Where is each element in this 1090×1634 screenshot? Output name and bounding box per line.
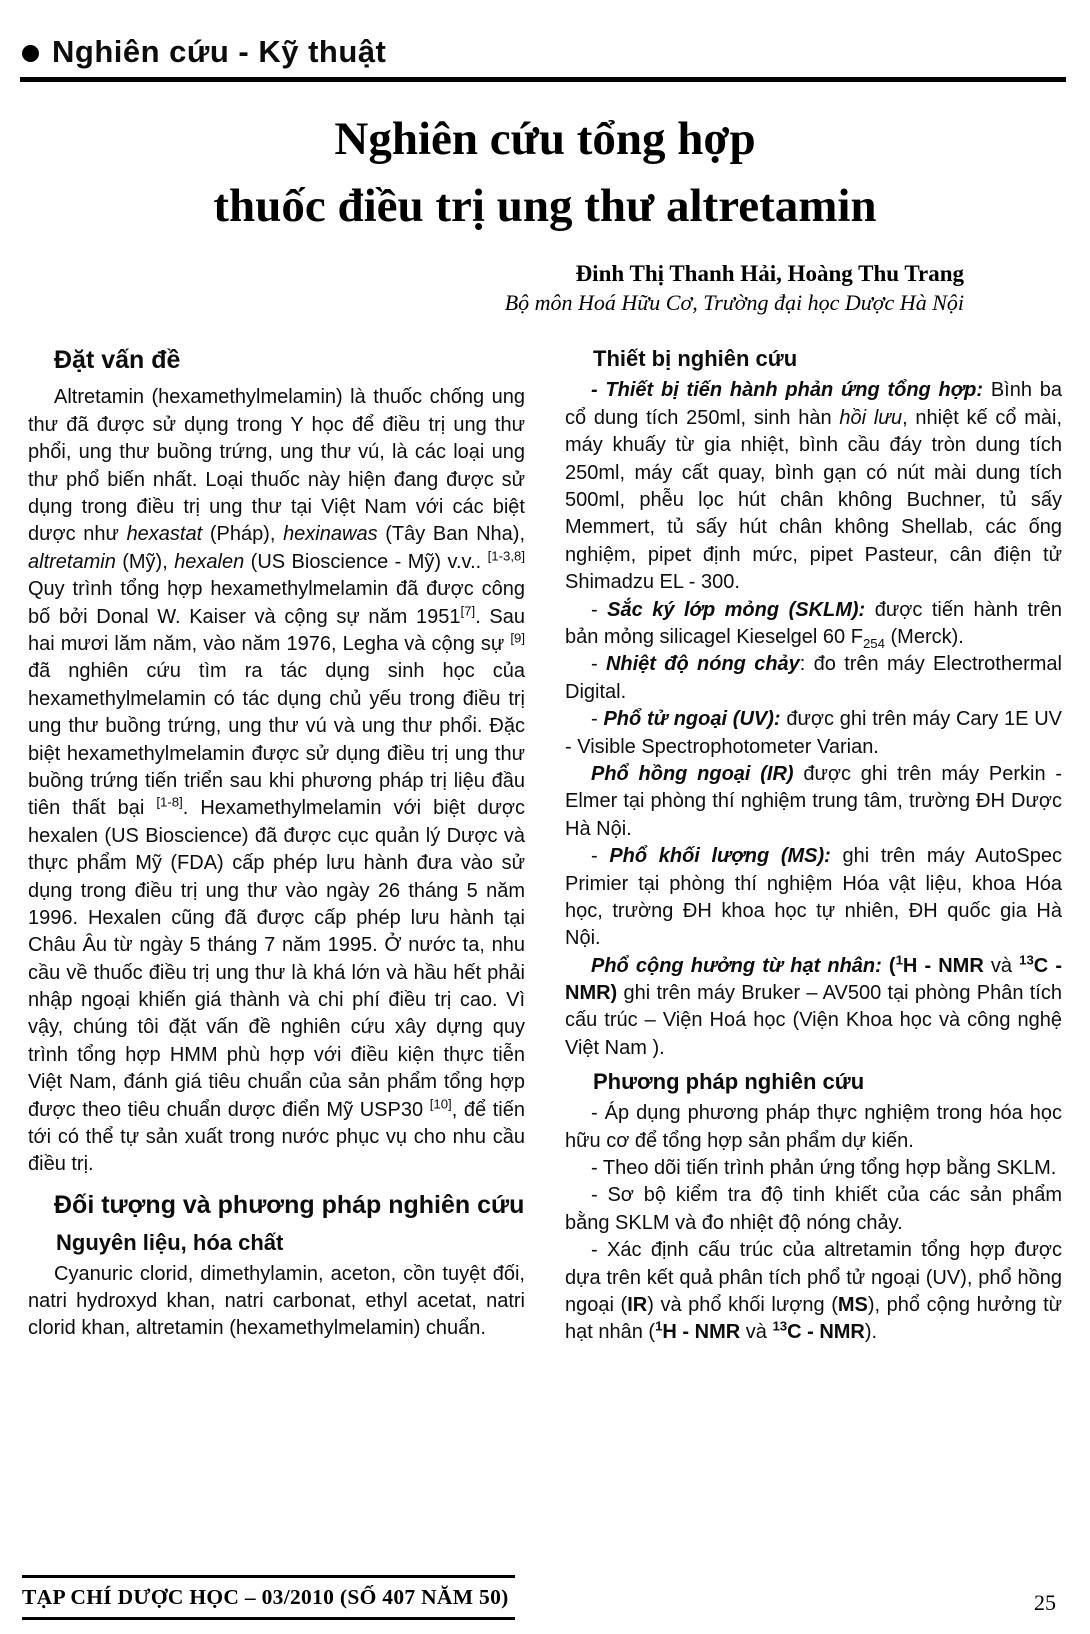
text-segment: (	[881, 954, 896, 977]
text-segment: ) và phổ khối lượng (	[647, 1293, 838, 1316]
text-segment: Bình ba cổ dung tích 250ml, sinh hàn	[565, 379, 1062, 429]
heading-dat-van-de: Đặt vấn đề	[54, 346, 181, 375]
paragraph	[565, 1182, 1062, 1237]
text-segment: . Hexamethylmelamin với biệt dược hexalen (US Bioscience) đã được cục quản lý Dược và thực phẩm Mỹ (FDA) cấp phép lưu hành đưa vào sử dụng trong điều trị ung thư vào ngày 26 tháng 5 năm 1996. Hexalen cũng đã được cấp phép lưu hành tại Châu Âu từ ngày 5 tháng 7 năm 1995. Ở nước ta, nhu cầu về thuốc điều trị ung thư là khá lớn và hầu hết phải nhập ngoại khiến giá thành và chi phí điều trị cao. Vì vậy, chúng tôi đặt vấn đề nghiên cứu xây dựng quy trình tổng hợp HMM phù hợp với điều kiện thực tiễn Việt Nam, đánh giá tiêu chuẩn của sản phẩm tổng hợp được theo tiêu chuẩn dược điển Mỹ USP30	[28, 797, 525, 1121]
text-segment: - Theo dõi tiến trình phản ứng tổng hợp bằng SKLM.	[591, 1157, 1057, 1180]
text-segment: Altretamin (hexamethylmelamin) là thuốc chống ung thư đã được sử dụng trong Y học để điều trị ung thư phổi, ung thư buồng trứng, ung thư vú, là các loại ung thư phổ biến nhất. Loại thuốc này hiện đang được sử dụng trong điều trị ung thư tại Việt Nam với các biệt dược như	[28, 386, 525, 546]
text-segment: Phổ hồng ngoại (IR)	[591, 762, 794, 785]
text-segment: Sắc ký lớp mỏng (SKLM):	[607, 598, 866, 621]
text-segment: 1	[895, 952, 903, 968]
text-segment: [1-3,8]	[487, 548, 525, 564]
text-segment: . Sau hai mươi lăm năm, vào năm 1976, Legha và cộng sự	[28, 605, 525, 655]
text-segment: H - NMR	[902, 954, 984, 977]
authors: Đinh Thị Thanh Hải, Hoàng Thu Trang	[575, 261, 964, 287]
text-segment: (US Bioscience - Mỹ) v.v..	[244, 550, 488, 573]
article-title-line1: Nghiên cứu tổng hợp	[334, 113, 756, 165]
text-segment: 1	[655, 1318, 663, 1334]
section-header	[0, 0, 1090, 70]
text-segment: Cyanuric clorid, dimethylamin, aceton, cồn tuyệt đối, natri hydroxyd khan, natri carbonat, ethyl acetat, natri clorid khan, altretamin (hexamethylmelamin) chuẩn.	[28, 1262, 525, 1340]
left-column	[28, 346, 525, 1346]
paragraph	[565, 597, 1062, 652]
text-segment: và	[983, 954, 1020, 977]
text-segment: được tiến hành trên bản mỏng silicagel Kieselgel 60 F	[565, 598, 1062, 648]
section-label: Nghiên cứu - Kỹ thuật	[52, 34, 387, 69]
paragraph	[565, 706, 1062, 761]
text-segment: hexinawas	[283, 523, 378, 546]
text-segment: Quy trình tổng hợp hexamethylmelamin đã được công bố bởi Donal W. Kaiser và cộng sự năm 1951	[28, 578, 525, 628]
text-segment: , nhiệt kế cổ mài, máy khuấy từ gia nhiệt, bình cầu đáy tròn dung tích 250ml, máy cất quay, bình gạn có nút mài dung tích 500ml, phễu lọc hút chân không Buchner, tủ sấy Memmert, tủ sấy hút chân không Shellab, các ống nghiệm, pipet định mức, pipet Pasteur, cân điện tử Shimadzu EL - 300.	[565, 406, 1062, 594]
text-segment: (Merck).	[884, 625, 964, 648]
page-number: 25	[1034, 1590, 1056, 1615]
text-segment: Phổ khối lượng (MS):	[609, 845, 831, 868]
bullet-icon	[22, 45, 39, 62]
text-segment: - Áp dụng phương pháp thực nghiệm trong hóa học hữu cơ để tổng hợp sản phẩm dự kiến.	[565, 1102, 1062, 1152]
text-segment: 254	[862, 635, 885, 651]
affiliation: Bộ môn Hoá Hữu Cơ, Trường đại học Dược Hà Nội	[504, 290, 964, 316]
text-segment: [9]	[510, 630, 525, 646]
text-segment: hexalen	[174, 550, 245, 573]
paragraph	[565, 377, 1062, 596]
text-segment: ).	[864, 1321, 878, 1344]
text-segment: 13	[772, 1318, 788, 1334]
text-segment: -	[591, 708, 604, 731]
text-segment: (Mỹ),	[115, 550, 175, 573]
text-segment: được ghi trên máy Perkin - Elmer tại phòng thí nghiệm trung tâm, trường ĐH Dược Hà Nội.	[565, 762, 1062, 840]
text-segment: : đo trên máy Electrothermal Digital.	[565, 653, 1062, 703]
text-segment: altretamin	[28, 550, 116, 573]
text-segment: và	[740, 1321, 773, 1344]
text-segment: C - NMR	[787, 1321, 865, 1344]
text-segment: - Sơ bộ kiểm tra độ tinh khiết của các sản phẩm bằng SKLM và đo nhiệt độ nóng chảy.	[565, 1184, 1062, 1234]
text-segment: -	[591, 653, 606, 676]
text-segment: H - NMR	[662, 1321, 741, 1344]
paragraph	[565, 1100, 1062, 1155]
byline	[0, 261, 1090, 316]
right-column	[565, 346, 1062, 1346]
text-segment: MS	[837, 1293, 868, 1316]
text-segment: - Thiết bị tiến hành phản ứng tổng hợp:	[591, 379, 984, 402]
subheading-thiet-bi: Thiết bị nghiên cứu	[593, 346, 798, 372]
text-segment: được ghi trên máy Cary 1E UV - Visible Spectrophotometer Varian.	[565, 708, 1062, 758]
equipment-paragraphs	[565, 377, 1062, 1062]
article-title-line2: thuốc điều trị ung thư altretamin	[213, 179, 877, 232]
paragraph	[565, 953, 1062, 1063]
text-segment: hồi lưu	[839, 406, 903, 429]
text-segment: ), phổ cộng hưởng từ hạt nhân (	[565, 1293, 1063, 1344]
paragraph	[565, 651, 1062, 706]
text-segment: Phổ tử ngoại (UV):	[603, 708, 781, 731]
paragraph	[565, 843, 1062, 953]
text-segment: (Tây Ban Nha),	[377, 523, 526, 546]
paragraph	[565, 761, 1062, 843]
page-footer	[22, 1575, 1056, 1620]
text-segment: Phổ cộng hưởng từ hạt nhân:	[591, 954, 882, 977]
article-title	[0, 106, 1090, 239]
text-segment: C - NMR)	[565, 954, 1062, 1005]
text-segment: (Pháp),	[202, 523, 284, 546]
text-segment: - Xác định cấu trúc của altretamin tổng hợp được dựa trên kết quả phân tích phổ tử ngoại (UV), phổ hồng ngoại (	[565, 1239, 1062, 1316]
paragraph-materials	[28, 1261, 525, 1343]
text-segment: ghi trên máy Bruker – AV500 tại phòng Phân tích cấu trúc – Viện Hoá học (Viện Khoa học và công nghệ Việt Nam ).	[565, 982, 1062, 1059]
text-segment: [1-8]	[156, 794, 183, 810]
method-paragraphs	[565, 1100, 1062, 1347]
paragraph-intro	[28, 384, 525, 1178]
article-body	[0, 316, 1090, 1346]
text-segment: [7]	[460, 602, 476, 618]
text-segment: hexastat	[126, 523, 203, 546]
text-segment: IR	[627, 1293, 648, 1316]
paragraph	[565, 1237, 1062, 1347]
text-segment: Nhiệt độ nóng chảy	[605, 653, 800, 676]
text-segment: 13	[1019, 952, 1034, 968]
text-segment: ghi trên máy AutoSpec Primier tại phòng thí nghiệm Hóa vật liệu, khoa Hóa học, trường ĐH khoa học tự nhiên, ĐH quốc gia Hà Nội.	[565, 845, 1062, 950]
paragraph	[565, 1155, 1062, 1182]
subheading-phuong-phap: Phương pháp nghiên cứu	[593, 1069, 865, 1095]
journal-info: TẠP CHÍ DƯỢC HỌC – 03/2010 (SỐ 407 NĂM 50)	[22, 1575, 515, 1620]
heading-doi-tuong-phuong-phap: Đối tượng và phương pháp nghiên cứu	[54, 1190, 525, 1219]
text-segment: đã nghiên cứu tìm ra tác dụng sinh học của hexamethylmelamin có tác dụng chủ yếu trong điều trị ung thư buồng trứng, ung thư vú và ung thư phổi. Đặc biệt hexamethylmelamin được sử dụng điều trị ung thư buồng trứng tiến triển sau khi phương pháp trị liệu đầu tiên thất bại	[28, 660, 525, 820]
header-rule	[20, 77, 1066, 82]
text-segment: [10]	[429, 1095, 452, 1111]
text-segment: -	[591, 845, 610, 868]
text-segment: -	[591, 598, 608, 621]
subheading-nguyen-lieu: Nguyên liệu, hóa chất	[56, 1229, 284, 1255]
text-segment: , để tiến tới có thể tự sản xuất trong nước phục vụ cho nhu cầu điều trị.	[28, 1098, 525, 1176]
